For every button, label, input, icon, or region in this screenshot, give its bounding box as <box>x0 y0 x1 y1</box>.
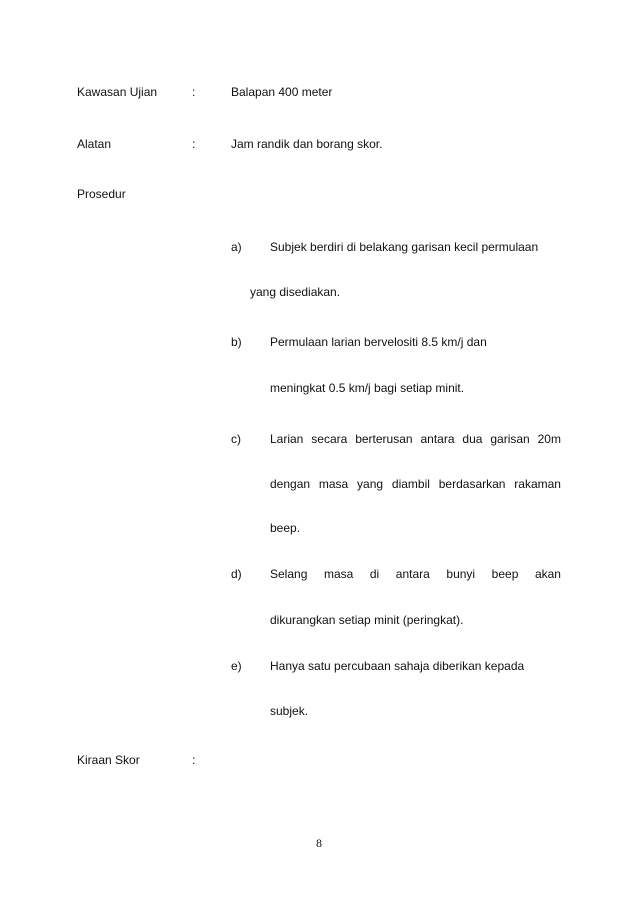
word: berdasarkan <box>438 477 506 491</box>
word: yang <box>357 477 384 491</box>
word: masa <box>323 567 354 581</box>
procedure-d-line-1 <box>270 567 561 581</box>
field-label-score: Kiraan Skor <box>77 753 140 767</box>
procedure-marker-c: c) <box>231 432 241 446</box>
procedure-marker-a: a) <box>231 240 242 254</box>
procedure-marker-d: d) <box>231 567 242 581</box>
word: diambil <box>391 477 430 491</box>
word: 20m <box>537 432 561 446</box>
procedure-b-line-1: Permulaan larian bervelositi 8.5 km/j dan <box>270 335 487 349</box>
word: rakaman <box>514 477 561 491</box>
procedure-c-line-1 <box>270 432 561 446</box>
word: garisan <box>490 432 530 446</box>
field-value-equipment: Jam randik dan borang skor. <box>231 137 383 151</box>
procedure-e-line-2: subjek. <box>270 704 309 718</box>
word: antara <box>395 567 430 581</box>
page-number: 8 <box>316 836 322 850</box>
word: di <box>369 567 380 581</box>
word: antara <box>420 432 455 446</box>
field-colon: : <box>192 137 196 151</box>
word: dengan <box>270 477 311 491</box>
word: dua <box>462 432 483 446</box>
procedure-marker-b: b) <box>231 335 242 349</box>
procedure-c-line-2 <box>270 477 561 491</box>
procedure-marker-e: e) <box>231 659 242 673</box>
procedure-b-line-2: meningkat 0.5 km/j bagi setiap minit. <box>270 381 465 395</box>
word: Selang <box>270 567 308 581</box>
field-value-test-area: Balapan 400 meter <box>231 85 333 99</box>
procedure-a-line-1: Subjek berdiri di belakang garisan kecil permulaan <box>270 240 539 254</box>
field-label-equipment: Alatan <box>77 137 112 151</box>
word: masa <box>318 477 349 491</box>
procedure-e-line-1: Hanya satu percubaan sahaja diberikan kepada <box>270 659 525 673</box>
field-colon: : <box>192 753 196 767</box>
word: Larian <box>270 432 304 446</box>
word: bunyi <box>446 567 476 581</box>
field-label-procedure: Prosedur <box>77 187 126 201</box>
procedure-c-line-3: beep. <box>270 521 301 535</box>
procedure-a-line-2: yang disediakan. <box>250 285 341 299</box>
word: akan <box>534 567 561 581</box>
field-label-test-area: Kawasan Ujian <box>77 85 158 99</box>
word: berterusan <box>355 432 413 446</box>
word: secara <box>311 432 348 446</box>
field-colon: : <box>192 85 196 99</box>
procedure-d-line-2: dikurangkan setiap minit (peringkat). <box>270 613 464 627</box>
word: beep <box>491 567 519 581</box>
